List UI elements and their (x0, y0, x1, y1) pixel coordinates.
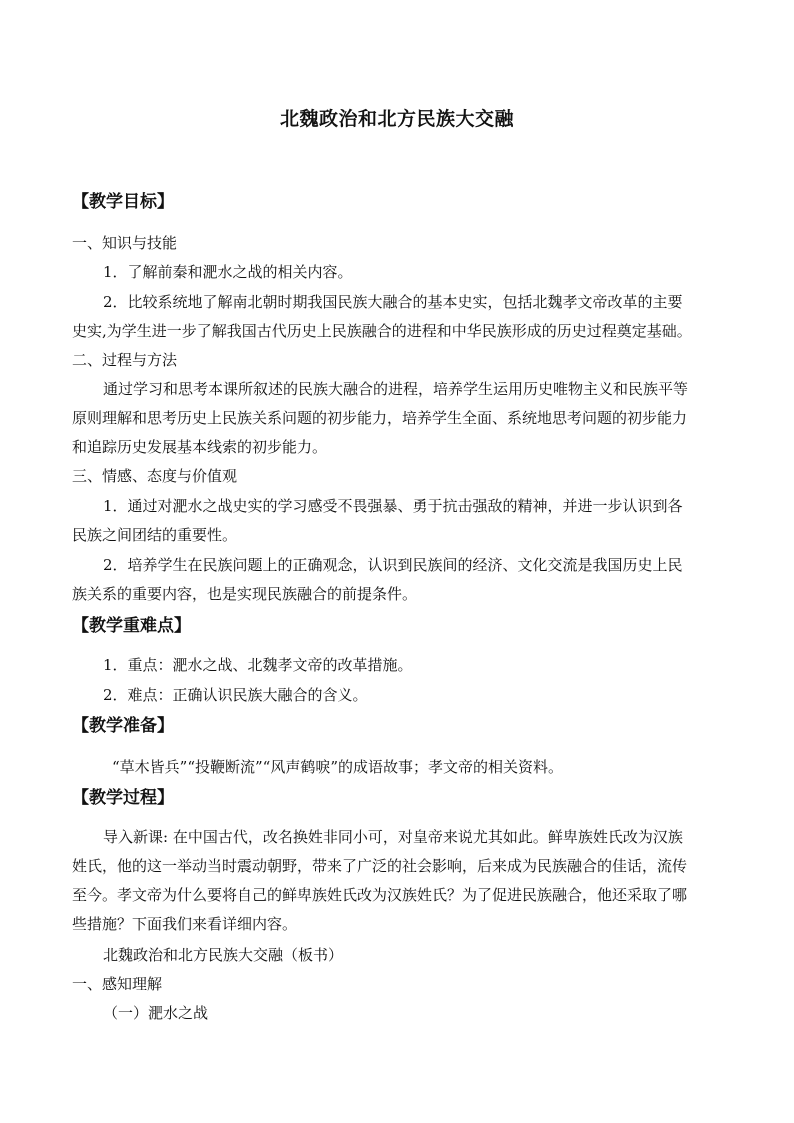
paragraph-line: 1．了解前秦和淝水之战的相关内容。 (103, 263, 353, 281)
section-heading-preparation: 【教学准备】 (72, 716, 174, 736)
subheading-emotion-values: 三、情感、态度与价值观 (72, 467, 238, 485)
subheading-feishui-battle: （一）淝水之战 (103, 1004, 209, 1022)
paragraph-line: 2．比较系统地了解南北朝时期我国民族大融合的基本史实，包括北魏孝文帝改革的主要 (103, 293, 683, 311)
paragraph-line: 些措施？下面我们来看详细内容。 (72, 915, 298, 933)
paragraph-line: 1．重点：淝水之战、北魏孝文帝的改革措施。 (103, 656, 413, 674)
subheading-knowledge-skills: 一、知识与技能 (72, 234, 178, 252)
paragraph-line: 至今。孝文帝为什么要将自己的鲜卑族姓氏改为汉族姓氏？为了促进民族融合，他还采取了哪 (72, 886, 688, 904)
paragraph-line: 史实,为学生进一步了解我国古代历史上民族融合的进程和中华民族形成的历史过程奠定基础。 (72, 322, 692, 340)
subheading-process-method: 二、过程与方法 (72, 351, 178, 369)
document-title: 北魏政治和北方民族大交融 (279, 108, 514, 130)
section-heading-teaching-process: 【教学过程】 (72, 788, 174, 808)
paragraph-line: 民族之间团结的重要性。 (72, 526, 238, 544)
paragraph-line: 姓氏，他的这一举动当时震动朝野，带来了广泛的社会影响，后来成为民族融合的佳话，流传 (72, 857, 688, 875)
section-heading-teaching-goals: 【教学目标】 (72, 192, 174, 212)
paragraph-line: 2．难点：正确认识民族大融合的含义。 (103, 686, 368, 704)
paragraph-line: 2．培养学生在民族问题上的正确观念，认识到民族间的经济、文化交流是我国历史上民 (103, 556, 683, 574)
paragraph-line: “草木皆兵”“投鞭断流”“风声鹤唳”的成语故事；孝文帝的相关资料。 (112, 758, 564, 776)
paragraph-line: 导入新课: 在中国古代，改名换姓非同小可，对皇帝来说尤其如此。鲜卑族姓氏改为汉族 (103, 828, 683, 846)
section-heading-key-points: 【教学重难点】 (72, 616, 191, 636)
paragraph-line: 族关系的重要内容，也是实现民族融合的前提条件。 (72, 585, 418, 603)
paragraph-line: 通过学习和思考本课所叙述的民族大融合的进程，培养学生运用历史唯物主义和民族平等 (103, 380, 689, 398)
paragraph-line: 1．通过对淝水之战史实的学习感受不畏强暴、勇于抗击强敌的精神，并进一步认识到各 (103, 497, 683, 515)
paragraph-line: 和追踪历史发展基本线索的初步能力。 (72, 438, 328, 456)
subheading-perception: 一、感知理解 (72, 975, 163, 993)
paragraph-line-board: 北魏政治和北方民族大交融（板书） (103, 946, 344, 964)
paragraph-line: 原则理解和思考历史上民族关系问题的初步能力，培养学生全面、系统地思考问题的初步能力 (72, 409, 688, 427)
